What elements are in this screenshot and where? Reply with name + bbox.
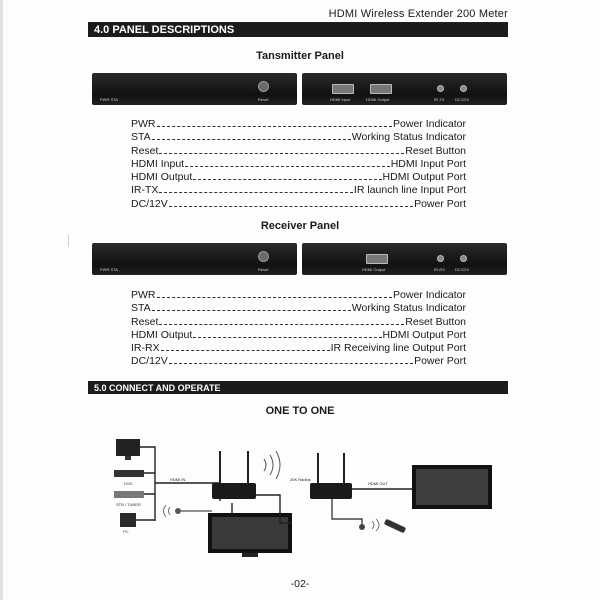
diagram-title: ONE TO ONE xyxy=(265,405,335,417)
document-title: HDMI Wireless Extender 200 Meter xyxy=(328,8,508,20)
dc-jack-icon xyxy=(460,255,467,262)
dc-jack-icon xyxy=(460,85,467,92)
transmitter-rear-panel xyxy=(302,73,507,105)
remote-control-icon xyxy=(384,519,406,534)
reset-label: Reset xyxy=(258,267,269,272)
page-number: -02- xyxy=(290,578,310,590)
section-title: 4.0 PANEL DESCRIPTIONS xyxy=(94,24,235,36)
legend-row: IR-TX IR launch line Input Port xyxy=(131,184,466,197)
wireless-signal-icon xyxy=(264,451,280,479)
hdmi-input-label: HDMI Input xyxy=(330,97,351,102)
hdmi-out-label: HDMI OUT xyxy=(368,481,388,486)
legend-row: STA Working Status Indicator xyxy=(131,131,466,144)
pc-label: PC xyxy=(123,529,129,534)
reset-button-icon xyxy=(258,81,269,92)
hdmi-port-icon xyxy=(370,84,392,94)
radius-label: 20K Radius xyxy=(290,477,311,482)
ir-receiver-icon xyxy=(359,524,365,530)
receiver-device-icon xyxy=(310,453,352,499)
receiver-panel-title: Receiver Panel xyxy=(260,220,340,232)
hdmi-port-icon xyxy=(332,84,354,94)
dc-label: DC/12V xyxy=(455,267,470,272)
connection-diagram xyxy=(100,425,510,565)
transmitter-panel-title: Tansmitter Panel xyxy=(256,50,344,62)
legend-row: DC/12V Power Port xyxy=(131,197,466,210)
section-header-panel-descriptions xyxy=(88,23,508,37)
pc-monitor-icon xyxy=(116,439,140,460)
hdmi-in-label: HDMI IN xyxy=(170,477,186,482)
dvd-player-icon xyxy=(114,470,144,477)
legend-row: PWR Power Indicator xyxy=(131,289,466,301)
legend-row: HDMI Output HDMI Output Port xyxy=(131,328,466,341)
transmitter-front-panel xyxy=(92,73,297,105)
hdmi-output-label: HDMI Output xyxy=(366,97,390,102)
receiver-front-panel xyxy=(92,243,297,275)
stb-tuner-icon xyxy=(114,491,144,498)
pwr-sta-label: PWR STA xyxy=(100,267,118,272)
reset-label: Reset xyxy=(258,97,269,102)
legend-row: Reset Reset Button xyxy=(131,144,466,157)
page-edge-shadow xyxy=(0,0,3,600)
receiver-legend xyxy=(131,289,466,369)
transmitter-device-icon xyxy=(212,451,256,499)
dvd-label: DVD xyxy=(124,481,133,486)
legend-row: Reset Reset Button xyxy=(131,315,466,328)
legend-row: PWR Power Indicator xyxy=(131,118,466,130)
ir-tx-label: IR-TX xyxy=(434,97,445,102)
ir-jack-icon xyxy=(437,85,444,92)
hdmi-output-label: HDMI Output xyxy=(362,267,386,272)
section-title: 5.0 CONNECT AND OPERATE xyxy=(94,382,221,393)
legend-row: IR-RX IR Receiving line Output Port xyxy=(131,342,466,355)
dc-label: DC/12V xyxy=(455,97,470,102)
legend-row: DC/12V Power Port xyxy=(131,355,466,368)
legend-row: HDMI Input HDMI Input Port xyxy=(131,157,466,170)
pc-tower-icon xyxy=(120,513,136,527)
ir-rx-label: IR-RX xyxy=(434,267,445,272)
fold-mark xyxy=(68,235,69,247)
stb-label: STB / TUNER xyxy=(116,502,141,507)
receiver-rear-panel xyxy=(302,243,507,275)
ir-signal-icon xyxy=(164,505,171,517)
pwr-sta-label: PWR STA xyxy=(100,97,118,102)
legend-row: STA Working Status Indicator xyxy=(131,302,466,315)
transmitter-legend xyxy=(131,118,466,211)
ir-signal-icon xyxy=(372,519,379,531)
ir-emitter-icon xyxy=(175,508,181,514)
ir-rx-cable xyxy=(332,499,362,525)
section-header-connect-operate xyxy=(88,381,508,394)
legend-row: HDMI Output HDMI Output Port xyxy=(131,171,466,184)
reset-button-icon xyxy=(258,251,269,262)
ir-jack-icon xyxy=(437,255,444,262)
hdmi-port-icon xyxy=(366,254,388,264)
remote-tv-icon xyxy=(412,465,492,509)
